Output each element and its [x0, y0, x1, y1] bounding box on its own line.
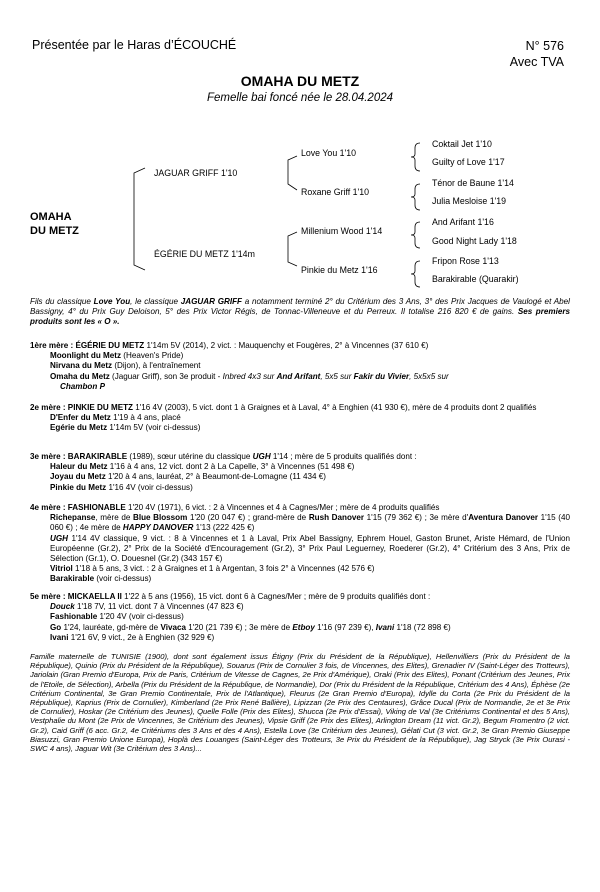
- horse-subtitle: Femelle bai foncé née le 28.04.2024: [206, 92, 394, 104]
- pedigree-gen2-3: Millenium Wood 1'14: [301, 226, 383, 236]
- sire-intro: Fils du classique Love You, le classique JAGUAR GRIFF a notamment terminé 2° du Critérium des 3 Ans, 3° des Prix Jacques de Vaulogé et Abel Bassigny, 4° du Prix Guy Deloison, 5° des Prix Victor Régis, de Tonnac-Villeneuve et du Perreux. Il totalise 216 820 € de gains. Ses premiers produits sont les « O ».: [30, 297, 570, 327]
- pedigree-gen2-2: Roxane Griff 1'10: [301, 187, 370, 197]
- fourth-dam-section: 4e mère : FASHIONABLE 1'20 4V (1971), 6 vict. : 2 à Vincennes et 4 à Cagnes/Mer ; mère de 4 produits qualifiés Richepanse, mère de Blue Blossom 1'20 (20 047 €) ; grand-mère de Rush Danover 1'15 (79 362 €) ; 3e mère d'Aventura Danover 1'15 (40 060 €) ; 4e mère de HAPPY DANOVER 1'13 (222 425 €) UGH 1'14 4V classique, 9 vict. : 8 à Vincennes et 1 à Laval, Prix Abel Bassigny, Ephrem Houel, Gaston Brunet, Ariste Hémard, de l'Union Européenne (Gr.2), 2° Prix de la Société d'Encouragement (Gr.2), 3° Prix Paul Leguerney, Roederer (Gr.2), 4° Critérium des 3 Ans, Prix de Sélection (Gr.1), O. Douesnel (Gr.2) (343 157 €) Vitriol 1'18 à 5 ans, 3 vict. : 2 à Graignes et 1 à Argentan, 3 fois 2° à Vincennes (42 576 €) Barakirable (voir ci-dessus): [30, 503, 570, 584]
- pedigree-gen2-1: Love You 1'10: [301, 148, 357, 158]
- pedigree-lines: [0, 0, 600, 300]
- pedigree-gen3-3: Ténor de Baune 1'14: [432, 178, 514, 188]
- pedigree-sire: JAGUAR GRIFF 1'10: [154, 168, 238, 178]
- pedigree-horse-name: [30, 210, 79, 238]
- lot-number: N° 576: [525, 39, 564, 53]
- fifth-dam-section: 5e mère : MICKAELLA II 1'22 à 5 ans (1956), 15 vict. dont 6 à Cagnes/Mer ; mère de 9 produits qualifiés dont : Douck 1'18 7V, 11 vict. dont 7 à Vincennes (47 823 €) Fashionable 1'20 4V (voir ci-dessus) Go 1'24, lauréate, gd-mère de Vivaca 1'20 (21 739 €) ; 3e mère de Etboy 1'16 (97 239 €), Ivani 1'18 (72 898 €) Ivani 1'21 6V, 9 vict., 2e à Enghien (32 929 €): [30, 592, 451, 642]
- pedigree-gen3-8: Barakirable (Quarakir): [432, 274, 519, 284]
- pedigree-gen3-2: Guilty of Love 1'17: [432, 157, 505, 167]
- pedigree-dam: ÉGÉRIE DU METZ 1'14m: [154, 249, 255, 259]
- third-dam-section: 3e mère : BARAKIRABLE (1989), sœur utérine du classique UGH 1'14 ; mère de 5 produits qualifiés dont : Haleur du Metz 1'16 à 4 ans, 12 vict. dont 2 à La Capelle, 3° à Vincennes (51 498 €) Joyau du Metz 1'20 à 4 ans, lauréat, 2° à Beaumont-de-Lomagne (11 434 €) Pinkie du Metz 1'16 4V (voir ci-dessus): [30, 452, 417, 492]
- pedigree-gen3-1: Coktail Jet 1'10: [432, 139, 492, 149]
- pedigree-gen3-6: Good Night Lady 1'18: [432, 236, 517, 246]
- pedigree-name-line1: OMAHA: [30, 211, 72, 223]
- pedigree-gen3-4: Julia Mesloise 1'19: [432, 196, 507, 206]
- maternal-family: Famille maternelle de TUNISIE (1900), dont sont également issus Étigny (Prix du Président de la République), Hellenvilliers (Prix du Président de la République), Quinio (Prix du Président de la République), Souarus (Prix de Cornulier 3 fois, de Vincennes, des Elites), Grenadier IV (Saint-Léger des Trotteurs), Jariolain (Gran Premio d'Europa, Prix de Paris, Critérium de Vitesse de Cagnes, 2e Prix d'Amérique), Oraki (Prix des Elites), Ponant (Critérium des Jeunes, Prix de l'Etoile, de Sélection), Arbella (Prix du Président de la République, de Normandie), Dor (Prix du Président de la République, Critérium des 4 Ans), Éphèse (2e Critérium Continental, 3e Gran Premio Continentale, Prix de l'Atlantique), Fleurus (2e Gran Premio d'Europa), Idylle du Corta (2e Prix du Président de la République), Kaprius (Prix de Cornulier), Kimberland (2e Prix René Ballière), Lipizzan (2e Prix des Centaures), Grâce Ducal (Prix de Normandie, 2e et 3e Prix de Cornulier), Hoskar (2e Critérium des Jeunes), Quelle Folle (Prix des Elites), Shucca (2e Prix d'Essai), Viking de Val (3e Critériums Continental et des 5 Ans), Vestphalie du Mont (2e Prix de Vincennes, 3e Critérium des Jeunes), Vipsie Griff (2e Prix des Elites), Arlington Dream (11 vict. Gr.2), Begum Fromentro (2 vict. Gr.2), Caid Griff (6 acc. Gr.2, 4e Critériums des 3 Ans et des 4 Ans), Estella Love (3e Critérium des Jeunes), Gélati Cut (3 vict. Gr.2, 3e Gran Premio Giuseppe Biasuzzi, Gran Premio Unione Europa), Hoplà des Louanges (Saint-Léger des Trotteurs, 3e Prix du Président de la République), Jag Stryck (3e Prix Ourasi - SWC 4 ans), Jaguar Wit (3e Critérium des 3 Ans)...: [30, 652, 570, 754]
- pedigree-gen2-4: Pinkie du Metz 1'16: [301, 265, 378, 275]
- tax-status: Avec TVA: [509, 55, 564, 69]
- first-dam-section: 1ère mère : ÉGÉRIE DU METZ 1'14m 5V (2014), 2 vict. : Mauquenchy et Fougères, 2° à Vincennes (37 610 €) Moonlight du Metz (Heaven's Pride) Nirvana du Metz (Dijon), à l'entraînement Omaha du Metz (Jaguar Griff), son 3e produit - Inbred 4x3 sur And Arifant, 5x5 sur Fakir du Vivier, 5x5x5 sur Chambon P: [30, 341, 449, 391]
- pedigree-name-line2: DU METZ: [30, 225, 79, 237]
- pedigree-gen3-7: Fripon Rose 1'13: [432, 256, 499, 266]
- presenter: Présentée par le Haras d’ÉCOUCHÉ: [32, 38, 237, 52]
- second-dam-section: 2e mère : PINKIE DU METZ 1'16 4V (2003), 5 vict. dont 1 à Graignes et à Laval, 4° à Enghien (41 930 €), mère de 4 produits dont 2 qualifiés D'Enfer du Metz 1'19 à 4 ans, placé Egérie du Metz 1'14m 5V (voir ci-dessus): [30, 403, 537, 433]
- horse-title: OMAHA DU METZ: [240, 73, 360, 89]
- pedigree-gen3-5: And Arifant 1'16: [432, 217, 494, 227]
